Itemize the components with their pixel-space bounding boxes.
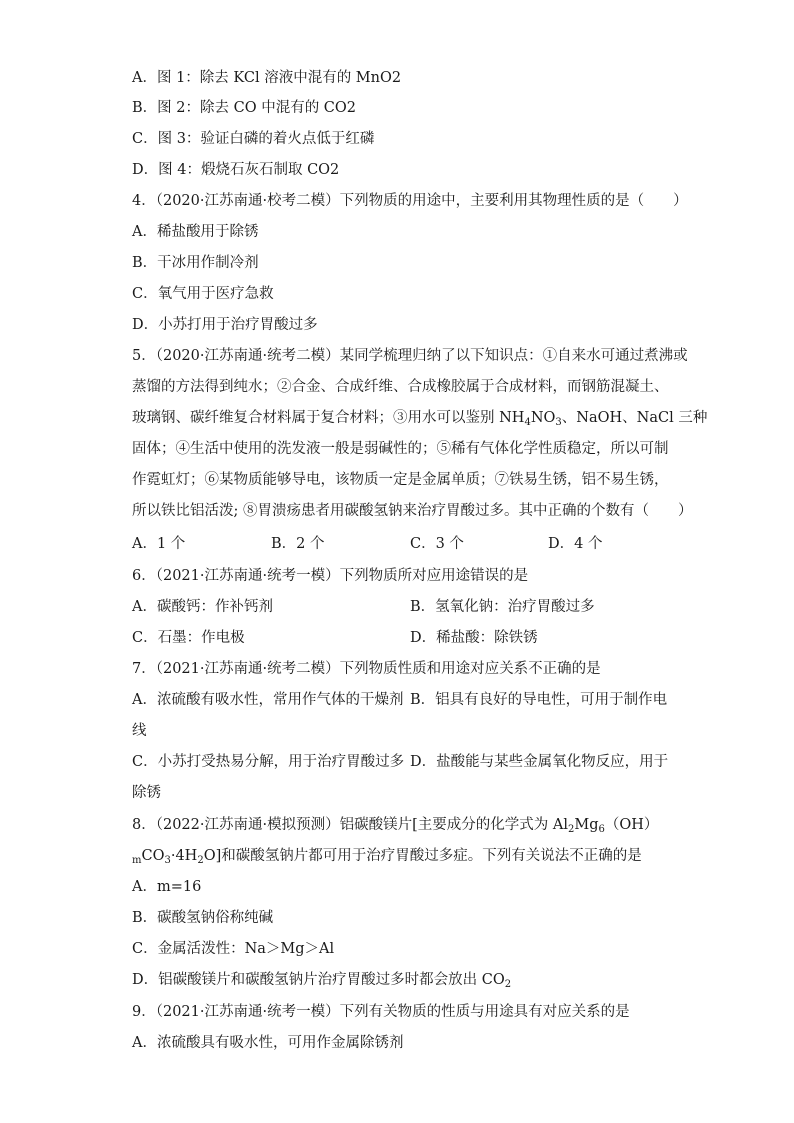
q5-option-c: C．3 个	[410, 536, 464, 552]
q3-option-a: A．图 1：除去 KCl 溶液中混有的 MnO2	[132, 70, 402, 86]
q5-line-2: 蒸馏的方法得到纯水；②合金、合成纤维、合成橡胶属于合成材料，而钢筋混凝土、	[132, 379, 669, 395]
q6-stem: 6．（2021·江苏南通·统考一模）下列物质所对应用途错误的是	[132, 568, 529, 584]
q5-option-d: D．4 个	[548, 536, 603, 552]
q4-option-b: B．干冰用作制冷剂	[132, 255, 259, 271]
q7-option-d-cont: 除锈	[132, 785, 161, 801]
q5-line-5: 作霓虹灯；⑥某物质能够导电，该物质一定是金属单质；⑦铁易生锈，铝不易生锈，	[132, 472, 669, 488]
q9-option-a: A．浓硫酸具有吸水性，可用作金属除锈剂	[132, 1035, 404, 1051]
q5-option-b: B．2 个	[271, 536, 325, 552]
q5-line-1: 5．（2020·江苏南通·统考二模）某同学梳理归纳了以下知识点：①自来水可通过煮沸或	[132, 348, 688, 364]
q8-option-a: A．m=16	[132, 879, 202, 895]
q5-line-3: 玻璃钢、碳纤维复合材料属于复合材料；③用水可以鉴别 $NH_4NO_3$、NaOH、NaCl 三种	[132, 410, 708, 428]
q8-line-1: 8．（2022·江苏南通·模拟预测）铝碳酸镁片[主要成分的化学式为 $Al_2Mg_6(OH)$	[132, 817, 659, 835]
q4-stem: 4．（2020·江苏南通·校考二模）下列物质的用途中，主要利用其物理性质的是（ ）	[132, 193, 688, 209]
q4-option-d: D．小苏打用于治疗胃酸过多	[132, 317, 318, 333]
q6-option-d: D．稀盐酸：除铁锈	[410, 630, 538, 646]
q3-option-b: B．图 2：除去 CO 中混有的 CO2	[132, 100, 357, 116]
q7-option-d: D．盐酸能与某些金属氧化物反应，用于	[410, 754, 669, 770]
q9-stem: 9．（2021·江苏南通·统考一模）下列有关物质的性质与用途具有对应关系的是	[132, 1004, 630, 1020]
q6-option-a: A．碳酸钙：作补钙剂	[132, 599, 273, 615]
q5-line-6: 所以铁比铝活泼; ⑧胃溃疡患者用碳酸氢钠来治疗胃酸过多。其中正确的个数有（ ）	[132, 503, 693, 519]
q7-option-a: A．浓硫酸有吸水性，常用作气体的干燥剂	[132, 692, 404, 708]
q6-option-b: B．氢氧化钠：治疗胃酸过多	[410, 599, 595, 615]
q8-option-d: D．铝碳酸镁片和碳酸氢钠片治疗胃酸过多时都会放出 $CO_2$	[132, 972, 512, 990]
q3-option-d: D．图 4：煅烧石灰石制取 CO2	[132, 162, 340, 178]
q5-line-4: 固体；④生活中使用的洗发液一般是弱碱性的；⑤稀有气体化学性质稳定，所以可制	[132, 441, 669, 457]
q3-option-c: C．图 3：验证白磷的着火点低于红磷	[132, 131, 375, 147]
q8-option-c: C．金属活泼性：Na＞Mg＞Al	[132, 941, 335, 957]
q8-line-2: $_mCO_3\cdot 4H_2O$]和碳酸氢钠片都可用于治疗胃酸过多症。下列有关说法不正确的是	[132, 848, 642, 866]
q6-option-c: C．石墨：作电极	[132, 630, 245, 646]
q7-option-c: C．小苏打受热易分解，用于治疗胃酸过多	[132, 754, 405, 770]
q7-option-b: B．铝具有良好的导电性，可用于制作电	[410, 692, 668, 708]
q8-option-b: B．碳酸氢钠俗称纯碱	[132, 910, 274, 926]
q5-option-a: A．1 个	[132, 536, 186, 552]
q7-stem: 7．（2021·江苏南通·统考二模）下列物质性质和用途对应关系不正确的是	[132, 661, 601, 677]
q4-option-c: C．氧气用于医疗急救	[132, 286, 274, 302]
q7-option-b-cont: 线	[132, 723, 147, 739]
q4-option-a: A．稀盐酸用于除锈	[132, 224, 259, 240]
